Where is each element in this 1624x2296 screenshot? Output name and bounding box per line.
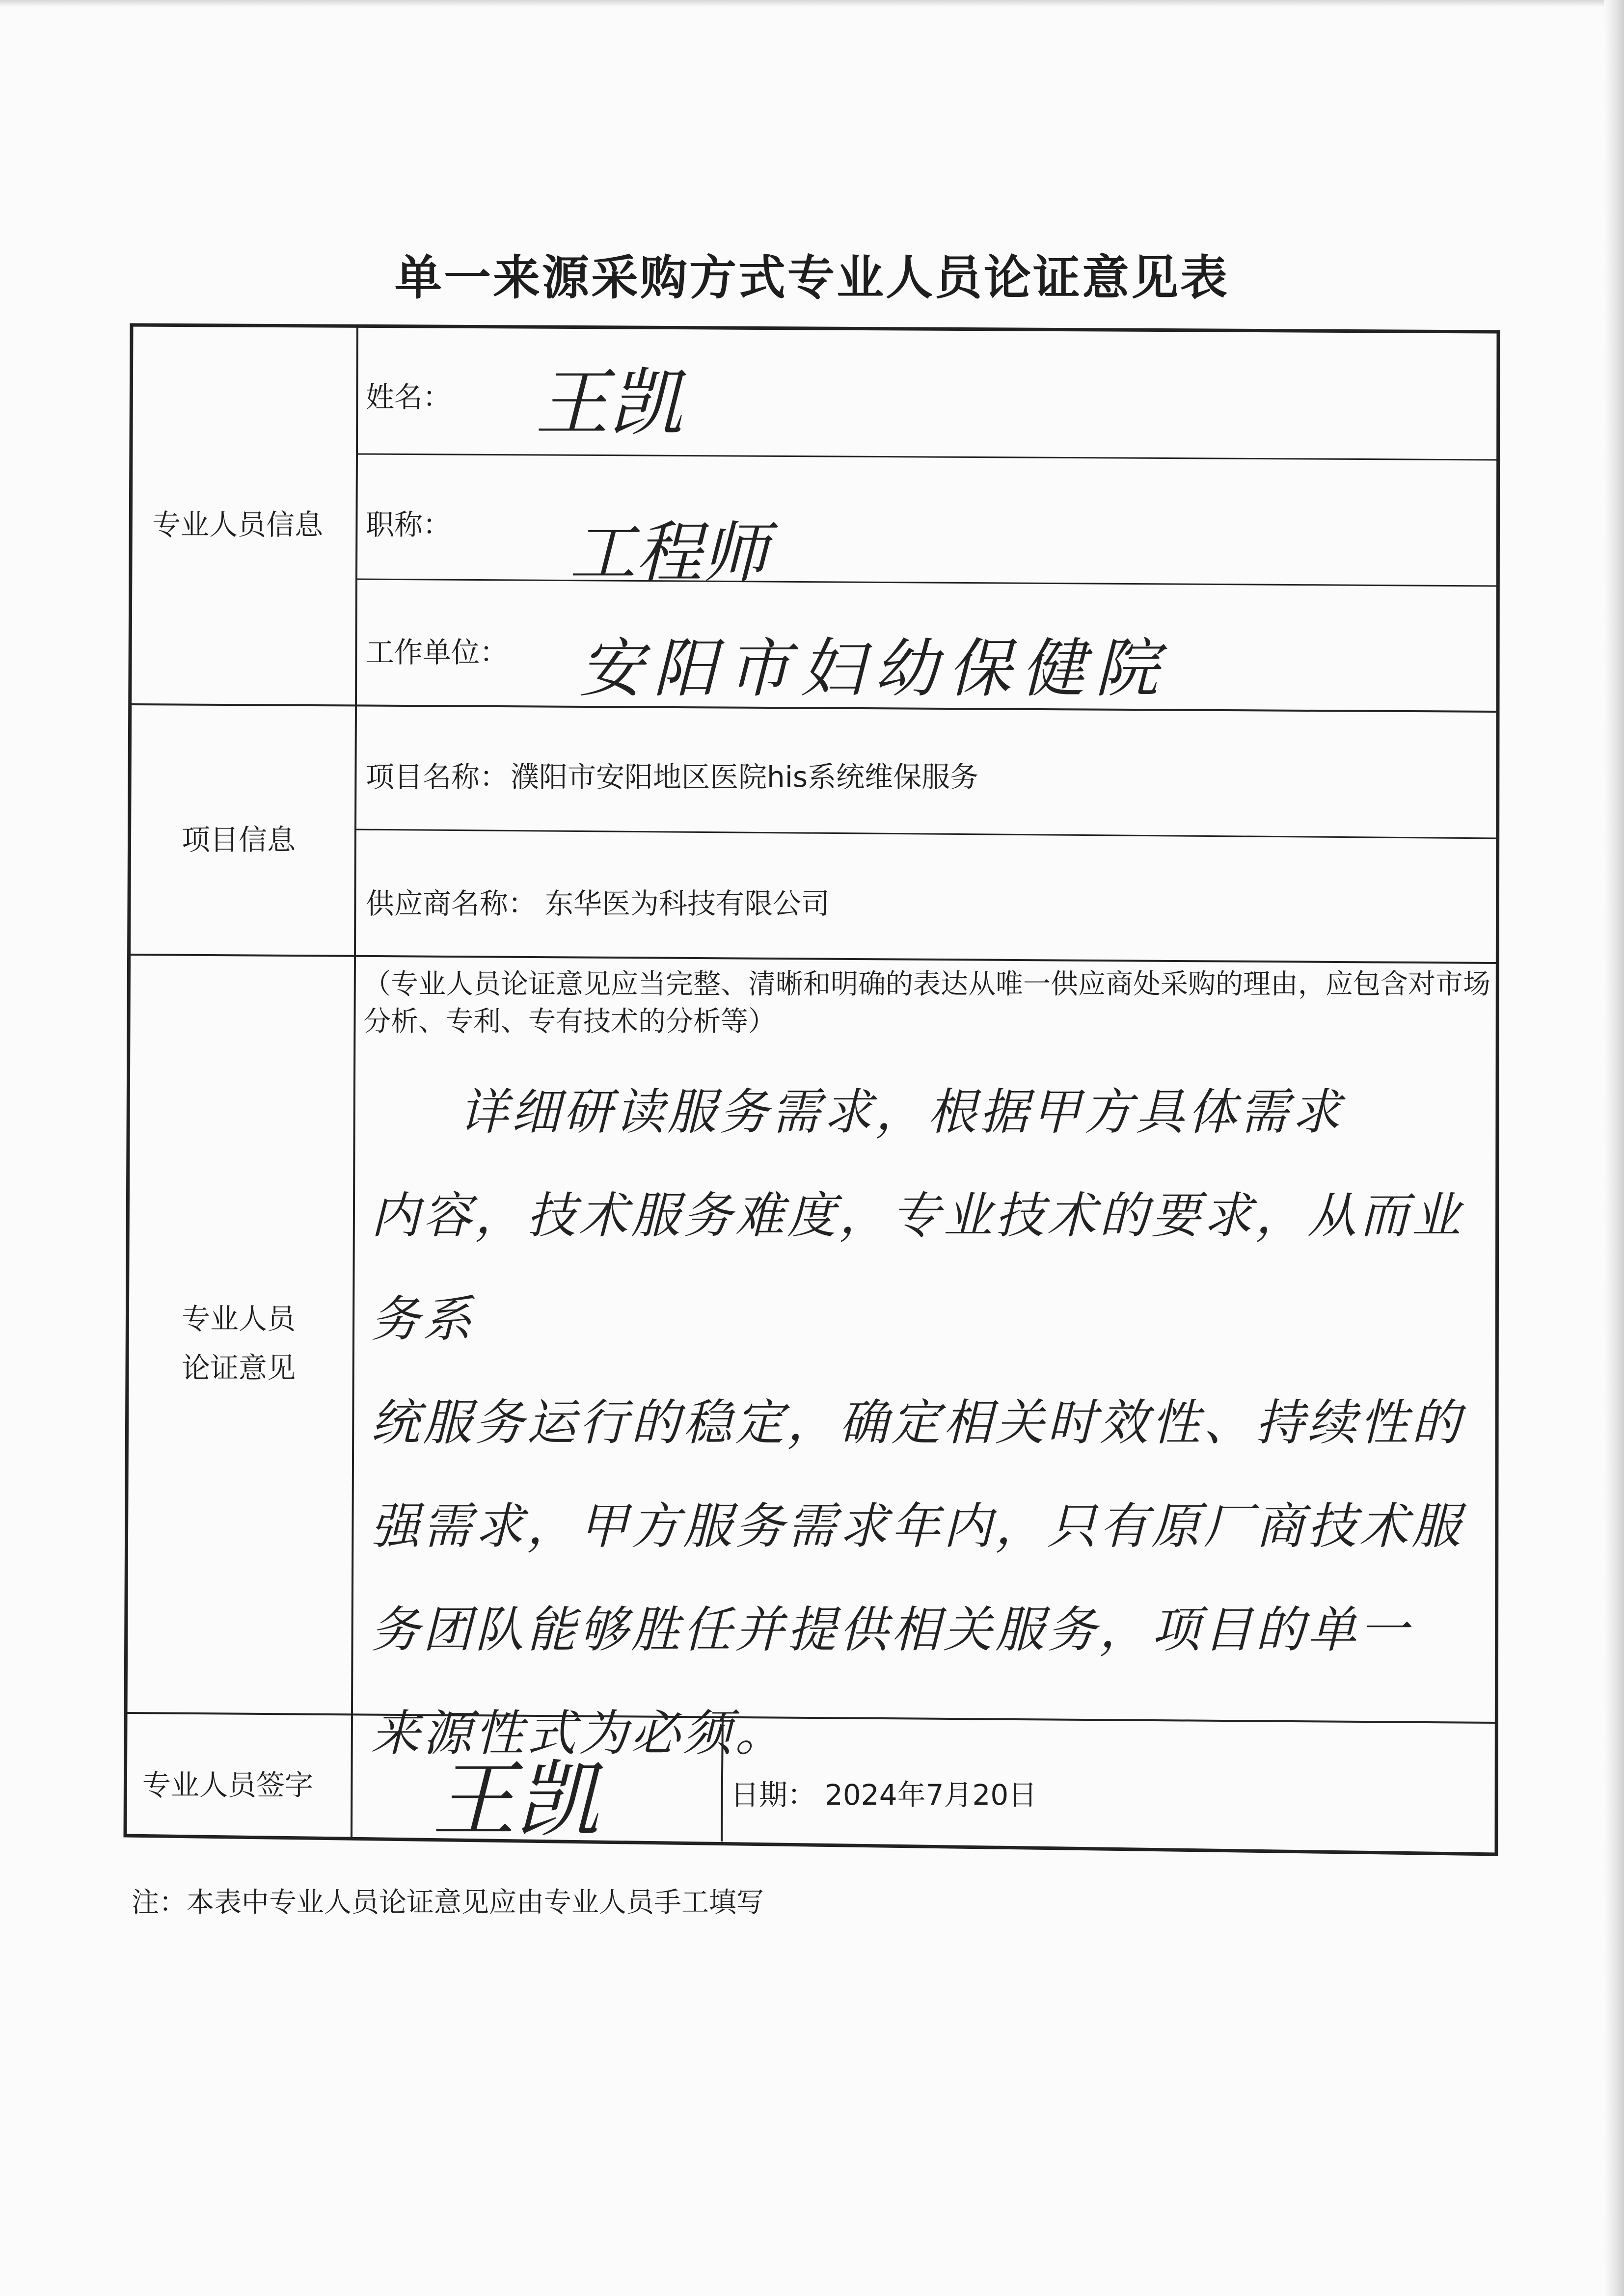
supplier-name-label: 供应商名称： xyxy=(366,887,537,920)
supplier-name-value: 东华医为科技有限公司 xyxy=(545,887,830,920)
job-title-handwritten: 工程师 xyxy=(569,514,768,591)
opinion-section-label-line1: 专业人员 xyxy=(182,1302,296,1335)
job-title-label: 职称： xyxy=(366,508,452,541)
row-divider xyxy=(129,955,1497,963)
date-value: 2024年7月20日 xyxy=(825,1778,1037,1812)
row-divider xyxy=(356,579,1498,586)
scan-edge xyxy=(1604,0,1624,2296)
row-divider xyxy=(357,454,1498,460)
label-column-divider xyxy=(352,326,357,1838)
project-name-value: 濮阳市安阳地区医院his系统维保服务 xyxy=(511,760,979,794)
scan-edge xyxy=(0,0,1624,7)
opinion-line: 务团队能够胜任并提供相关服务，项目的单一 xyxy=(371,1601,1411,1658)
date-label: 日期： xyxy=(731,1778,816,1812)
opinion-line: 强需求，甲方服务需求年内，只有原厂商技术服 xyxy=(371,1497,1463,1555)
form-footnote: 注：本表中专业人员论证意见应由专业人员手工填写 xyxy=(132,1887,764,1919)
opinion-line: 内容，技术服务难度，专业技术的要求，从而业务系 xyxy=(371,1187,1463,1348)
signature-section-label: 专业人员签字 xyxy=(142,1768,314,1802)
opinion-line: 统服务运行的稳定，确定相关时效性、持续性的 xyxy=(371,1394,1463,1451)
opinion-section-label-line2: 论证意见 xyxy=(182,1351,296,1385)
opinion-handwritten-text xyxy=(371,1060,1470,1785)
opinion-instruction: （专业人员论证意见应当完整、清晰和明确的表达从唯一供应商处采购的理由，应包含对市场分析、专利、专有技术的分析等） xyxy=(363,968,1490,1038)
name-handwritten: 王凯 xyxy=(535,361,683,446)
name-label: 姓名： xyxy=(366,380,452,414)
employer-handwritten: 安阳市妇幼保健院 xyxy=(579,631,1169,706)
project-name-label: 项目名称： xyxy=(366,760,509,794)
row-divider xyxy=(354,829,1497,838)
form-title: 单一来源采购方式专业人员论证意见表 xyxy=(395,250,1229,305)
expert-info-section-label: 专业人员信息 xyxy=(152,508,324,541)
opinion-line: 详细研读服务需求，根据甲方具体需求 xyxy=(459,1083,1344,1141)
project-info-section-label: 项目信息 xyxy=(182,823,296,856)
opinion-line: 来源性式为必须。 xyxy=(371,1705,787,1762)
expert-signature: 王凯 xyxy=(432,1752,599,1849)
employer-label: 工作单位： xyxy=(366,636,509,669)
